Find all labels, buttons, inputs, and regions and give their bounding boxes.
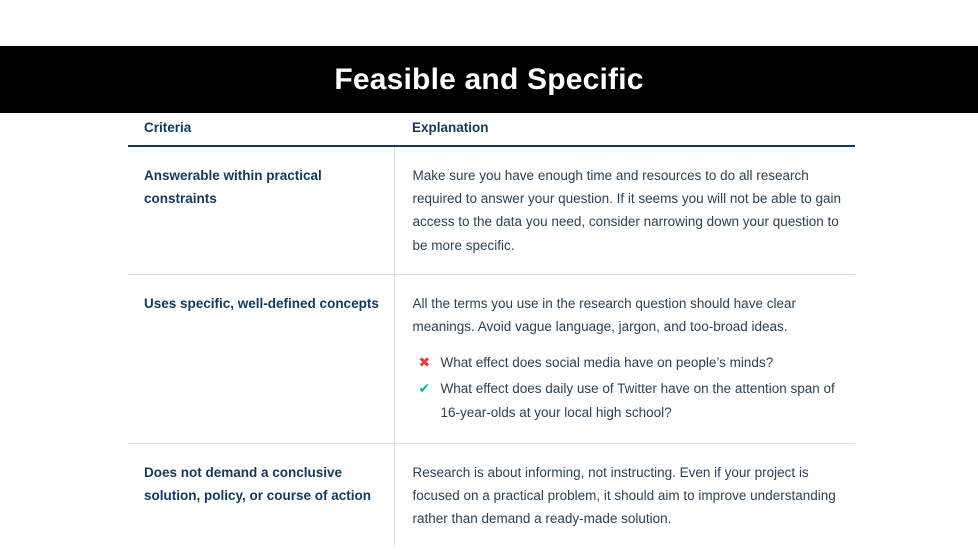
explanation-text: Make sure you have enough time and resources to do all research required to answer your question. If it seems you will not be able to gain access to the data you need, consider narrowing down your question to be more specific. (412, 168, 841, 253)
list-item (419, 351, 848, 375)
explanation-text: All the terms you use in the research question should have clear meanings. Avoid vague language, jargon, and too-broad ideas. (412, 295, 796, 335)
table-header (128, 120, 855, 146)
explanation-cell (394, 274, 855, 443)
column-header-criteria: Criteria (128, 120, 394, 146)
example-list (413, 351, 848, 424)
table-body (128, 146, 855, 547)
criteria-cell: Does not demand a conclusive solution, policy, or course of action (144, 464, 372, 504)
example-text: What effect does daily use of Twitter have on the attention span of 16-year-olds at your local high school? (440, 381, 835, 420)
criteria-cell: Answerable within practical constraints (128, 146, 394, 274)
criteria-cell: Uses specific, well-defined concepts (128, 274, 394, 443)
table-row (128, 274, 855, 443)
criteria-table-container (128, 120, 855, 547)
cross-icon: ✖ (418, 355, 431, 372)
list-item (419, 377, 848, 423)
explanation-cell (394, 443, 855, 547)
table-header-row (128, 120, 855, 146)
table-row (128, 146, 855, 274)
example-text: What effect does social media have on people’s minds? (440, 355, 774, 371)
slide-title-bar (0, 46, 978, 113)
explanation-cell (394, 146, 855, 274)
page-title: Feasible and Specific (334, 62, 644, 96)
criteria-table (128, 120, 855, 547)
table-row (128, 443, 855, 547)
explanation-text: Research is about informing, not instructing. Even if your project is focused on a practical problem, it should aim to improve understanding rather than demand a ready-made solution. (412, 464, 836, 527)
check-icon: ✔ (418, 381, 431, 398)
column-header-explanation: Explanation (394, 120, 855, 146)
